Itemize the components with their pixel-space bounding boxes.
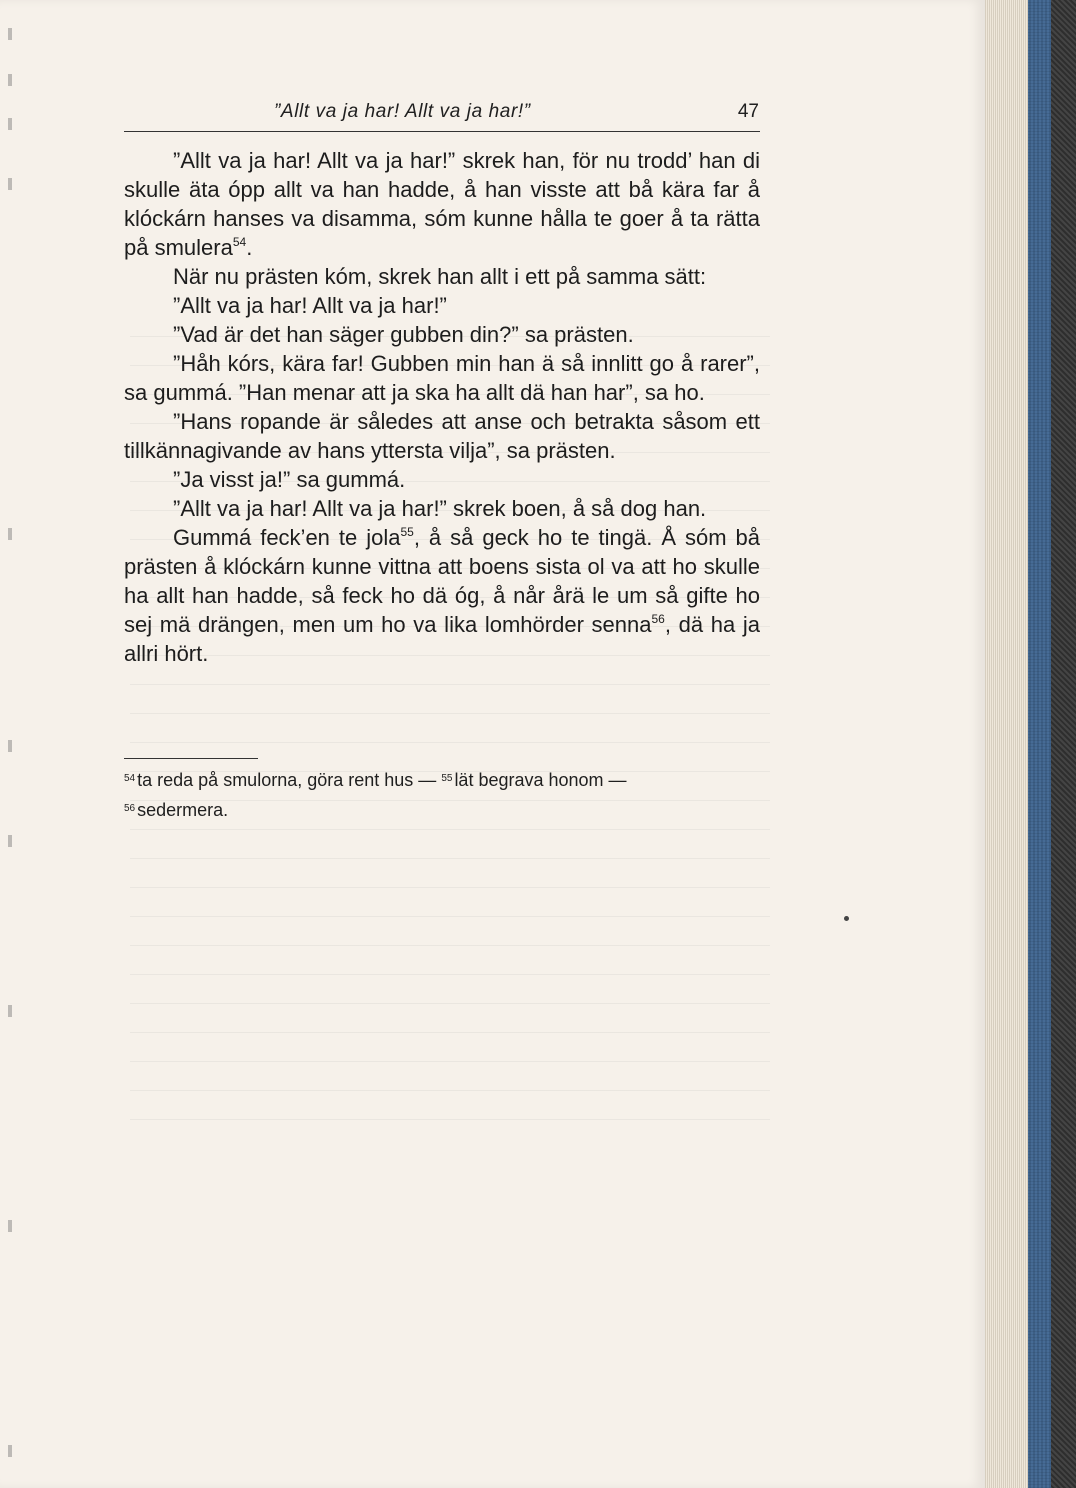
paragraph-text: ”Håh kórs, kära far! Gubben min han ä så innlitt go å rarer”, sa gummá. ”Han menar att ja ska ha allt dä han har”, sa ho. [124, 351, 760, 405]
margin-mark [8, 28, 12, 40]
page-mark [844, 916, 849, 921]
main-text [124, 146, 760, 668]
footnote-separator [124, 758, 258, 759]
footnote-item [124, 770, 441, 790]
margin-mark [8, 740, 12, 752]
margin-mark [8, 528, 12, 540]
footnote-item [441, 770, 626, 790]
page-title: ”Allt va ja har! Allt va ja har!” [274, 101, 531, 122]
footnote-text: lät begrava honom — [454, 770, 627, 790]
paragraph-text: Gummá feck’en te jola [173, 525, 401, 550]
footnote-text: ta reda på smulorna, göra rent hus — [137, 770, 437, 790]
footnote-text: sedermera. [137, 800, 229, 820]
left-margin-marks [8, 0, 18, 1488]
footnote-ref-54: 54 [232, 234, 247, 249]
paragraph-text: , å så geck ho te tingä. Å sóm bå prästen å klóckárn kunne vittna att boens sista ol va att ho skulle ha allt han hadde, så feck ho dä óg, å når årä le um så gifte ho sej mä drängen, men um ho va lika lomhörder senna [124, 525, 760, 637]
paragraph [124, 465, 760, 494]
page-number: 47 [737, 101, 759, 122]
paragraph [124, 262, 760, 291]
footnote-number: 54 [124, 773, 136, 784]
paragraph-text: När nu prästen kóm, skrek han allt i ett på samma sätt: [173, 264, 707, 289]
paragraph-text: , dä ha ja allri hört. [124, 612, 761, 666]
footnote-number: 55 [441, 773, 453, 784]
paragraph-text: ”Allt va ja har! Allt va ja har!” skrek han, för nu trodd’ han di skulle äta ópp allt va han hadde, å han visste att bå kära far å klóckárn hanses va disamma, sóm kunne hålla te goer å ta rätta på smulera [124, 148, 760, 260]
paragraph-text: ”Ja visst ja!” sa gummá. [173, 467, 406, 492]
paragraph [124, 320, 760, 349]
footnotes [124, 767, 760, 827]
paragraph-text: . [246, 235, 253, 260]
running-header [124, 101, 760, 132]
paragraph-text: ”Hans ropande är således att anse och betrakta såsom ett tillkännagivande av hans yttersta vilja”, sa prästen. [124, 409, 760, 463]
footnote-item [124, 800, 228, 820]
footnote-ref-56: 56 [651, 611, 665, 626]
margin-mark [8, 835, 12, 847]
margin-mark [8, 178, 12, 190]
margin-mark [8, 118, 12, 130]
paragraph [124, 523, 760, 668]
paragraph [124, 407, 760, 465]
margin-mark [8, 1445, 12, 1457]
footnote-number: 56 [124, 803, 136, 814]
paragraph-text: ”Allt va ja har! Allt va ja har!” [173, 293, 447, 318]
margin-mark [8, 1005, 12, 1017]
paragraph [124, 494, 760, 523]
paragraph [124, 349, 760, 407]
paragraph-text: ”Vad är det han säger gubben din?” sa prästen. [173, 322, 634, 347]
paragraph [124, 146, 760, 262]
margin-mark [8, 1220, 12, 1232]
paragraph [124, 291, 760, 320]
footnote-ref-55: 55 [400, 524, 414, 539]
paragraph-text: ”Allt va ja har! Allt va ja har!” skrek boen, å så dog han. [173, 496, 707, 521]
margin-mark [8, 74, 12, 86]
